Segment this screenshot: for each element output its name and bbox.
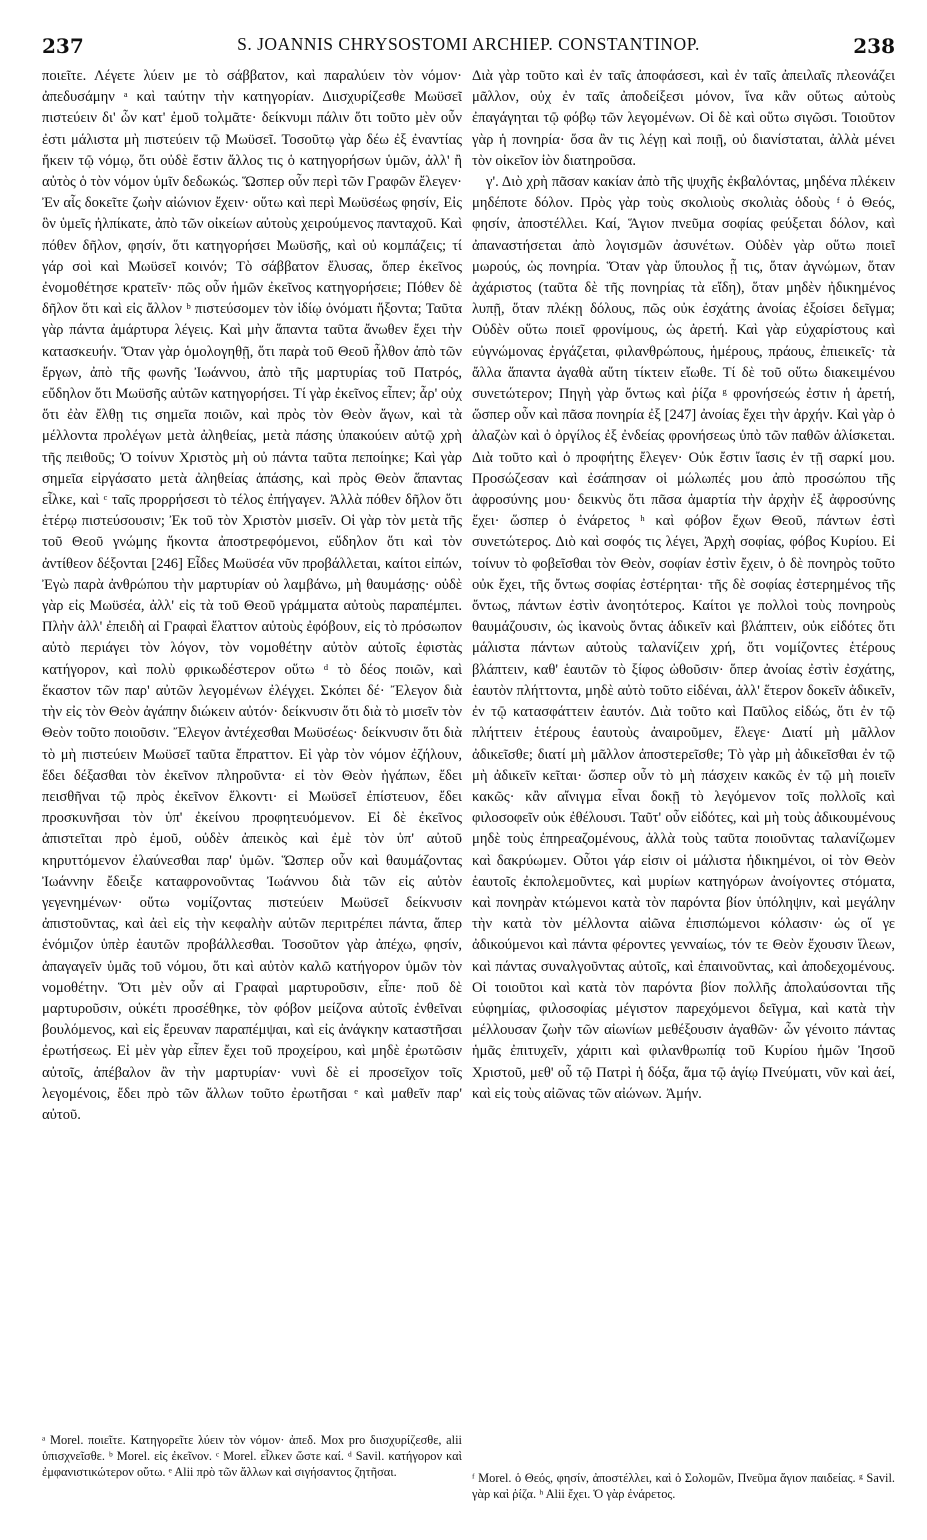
- right-paragraph: Διὰ γὰρ τοῦτο καὶ ἐν ταῖς ἀποφάσεσι, καὶ ἐν ταῖς ἀπειλαῖς πλεονάζει μᾶλλον, οὐχ ἐν ταῖς ἀποδείξεσι μόνον, ἵνα κἂν οὕτως αὐτοὺς ἐπαγάγηται τῷ φόβῳ τῶν λεγομένων. Οἱ δὲ καὶ οὕτω σιγῶσι. Τοιοῦτον γὰρ ἡ πονηρία· ὅσα ἂν τις λέγῃ καὶ ποιῇ, οὐ διανίσταται, ἀλλὰ μένει τὸν οἰκεῖον ἰὸν διατηροῦσα.: [472, 68, 895, 169]
- running-title: S. JOANNIS CHRYSOSTOMI ARCHIEP. CONSTANTINOP.: [237, 34, 700, 54]
- footnotes-left: ᵃ Morel. ποιεῖτε. Κατηγορεῖτε λύειν τὸν νόμον· ἀπεδ. Mox pro διισχυρίζεσθε, alii ὑπισχνεῖσθε. ᵇ Morel. εἰς ἐκεῖνον. ᶜ Morel. εἷλκεν ὥστε καί. ᵈ Savil. κατήγορον καὶ ἐμφανιστικώτερον οὕτω. ᵉ Alii πρὸ τῶν ἄλλων καὶ σιγήσαντος ζητῆσαι.: [42, 1433, 462, 1480]
- page-number-left: 237: [42, 34, 84, 58]
- left-column: [42, 66, 462, 1429]
- page-number-right: 238: [853, 34, 895, 58]
- right-column: [472, 66, 895, 1429]
- page-header: [42, 34, 895, 62]
- footnotes-right: ᶠ Morel. ὁ Θεός, φησίν, ἀποστέλλει, καὶ ὁ Σολομῶν, Πνεῦμα ἅγιον παιδείας. ᵍ Savil. γὰρ καὶ ῥίζα. ʰ Alii ἔχει. Ὁ γὰρ ἐνάρετος.: [472, 1471, 895, 1502]
- right-paragraph: γ'. Διὸ χρὴ πᾶσαν κακίαν ἀπὸ τῆς ψυχῆς ἐκβαλόντας, μηδένα πλέκειν μηδέποτε δόλον. Πρὸς γὰρ τοὺς σκολιοὺς σκολιὰς ὁδοὺς ᶠ ὁ Θεός, φησίν, ἀποστέλλει. Καί, Ἅγιον πνεῦμα σοφίας φεύξεται δόλον, καὶ ἀπαναστήσεται ἀπὸ λογισμῶν ἀσυνέτων. Οὐδὲν γὰρ οὕτω ποιεῖ μωρούς, ὡς πονηρία. Ὅταν γὰρ ὕπουλος ᾖ τις, ὅταν ἀγνώμων, ὅταν ἀχάριστος (ταῦτα δὲ τῆς πονηρίας τὰ εἴδη), ὅταν μηδὲν ἠδικημένος λυπῇ, ὅταν πλέκῃ δόλους, πῶς οὐκ ἐσχάτης ἀνοίας ἐξοίσει δεῖγμα; Οὐδὲν οὕτω ποιεῖ φρονίμους, ὡς ἀρετή. Καὶ γὰρ εὐχαρίστους καὶ εὐγνώμονας ἐργάζεται, φιλανθρώπους, ἡμέρους, πράους, ἐπιεικεῖς· τὰ ἄλλα ἅπαντα ἀγαθὰ αὕτη τίκτειν εἴωθε. Τί δὲ τοῦ οὕτω διακειμένου συνετώτερον; Πηγὴ γὰρ ὄντως καὶ ῥίζα ᵍ φρονήσεώς ἐστιν ἡ ἀρετή, ὥσπερ οὖν καὶ πᾶσα πονηρία ἐξ [247] ἀνοίας ἔχει τὴν ἀρχήν. Καὶ γὰρ ὁ ἀλαζὼν καὶ ὁ ὀργίλος ἐξ ἐνδείας φρονήσεως ὑπὸ τῶν παθῶν ἁλίσκεται. Διὰ τοῦτο καὶ ὁ προφήτης ἔλεγεν· Οὐκ ἔστιν ἴασις ἐν τῇ σαρκί μου. Προσώζεσαν καὶ ἐσάπησαν οἱ μώλωπές μου ἀπὸ προσώπου τῆς ἀφροσύνης μου· δεικνὺς ὅτι πᾶσα ἁμαρτία τὴν ἀρχὴν ἐξ ἀφροσύνης ἔχει· ὥσπερ ὁ ἐνάρετος ʰ καὶ φόβον ἔχων Θεοῦ, πάντων ἐστὶ συνετώτερος. Διὸ καὶ σοφός τις λέγει, Ἀρχὴ σοφίας, φόβος Κυρίου. Εἰ τοίνυν τὸ φοβεῖσθαι τὸν Θεὸν, σοφίαν ἐστὶν ἔχειν, ὁ δὲ πονηρὸς τοῦτο οὐκ ἔχει, τῆς ὄντως σοφίας ἐστέρηται· τῆς δὲ σοφίας ἐστερημένος τῆς ὄντως, πάντων ἐστὶν ἀνοητότερος. Καίτοι γε πολλοὶ τοὺς πονηροὺς θαυμάζουσιν, ὡς ἱκανοὺς ὄντας ἀδικεῖν καὶ βλάπτειν, οὐκ εἰδότες ὅτι μάλιστα πάντων αὐτοὺς ταλανίζειν χρή, ὅτι νομίζοντες ἑτέρους βλάπτειν, καθ' ἑαυτῶν τὸ ξίφος ὠθοῦσιν· ὅπερ ἀνοίας ἐστὶν ἐσχάτης, ἑαυτὸν πλήττοντα, μηδὲ αὐτὸ τοῦτο εἰδέναι, ἀλλ' ἕτερον δοκεῖν ἀδικεῖν, ἐν τῷ κατασφάττειν ἑαυτόν. Διὰ τοῦτο καὶ Παῦλος εἰδώς, ὅτι ἐν τῷ πλήττειν ἑτέρους ἑαυτοὺς ἀναιροῦμεν, ἔλεγε· Διατί μὴ μᾶλλον ἀδικεῖσθε; διατί μὴ μᾶλλον ἀποστερεῖσθε; Τὸ γὰρ μὴ ἀδικεῖσθαι ἐν τῷ μὴ ἀδικεῖν κεῖται· ὥσπερ οὖν τὸ μὴ πάσχειν κακῶς ἐν τῷ μὴ ποιεῖν κακῶς· κἂν αἴνιγμα εἶναι δοκῇ τὸ λεγόμενον τοῖς πολλοῖς καὶ φιλοσοφεῖν οὐκ ἐθέλουσι. Ταῦτ' οὖν εἰδότες, καὶ μὴ τοὺς ἀδικουμένους μηδὲ τοὺς ἐπηρεαζομένους, ἀλλὰ τοὺς ταῦτα ποιοῦντας ταλανίζωμεν καὶ δακρύωμεν. Οὗτοι γάρ εἰσιν οἱ μάλιστα ἠδικημένοι, οἱ τὸν Θεὸν ἑαυτοῖς ἐκπολεμοῦντες, καὶ μυρίων κατηγόρων ἀνοίγοντες στόματα, καὶ πονηρὰν κτώμενοι κατὰ τὸν παρόντα βίον ὑπόληψιν, καὶ μεγάλην τὴν κατὰ τὸν μέλλοντα αἰῶνα ἐπισπώμενοι κόλασιν· ὡς οἵ γε ἀδικούμενοι καὶ πάντα φέροντες γενναίως, τόν τε Θεὸν ἔχουσιν ἵλεων, καὶ πάντας συναλγοῦντας αὐτοῖς, καὶ ἐπαινοῦντας, καὶ ἀποδεχομένους. Οἱ τοιοῦτοι καὶ κατὰ τὸν παρόντα βίον πολλῆς ἀπολαύσονται τῆς εὐφημίας, φιλοσοφίας μέγιστον παρεχόμενοι δεῖγμα, καὶ κατὰ τὴν μέλλουσαν ζωὴν τῶν αἰωνίων μεθέξουσιν ἀγαθῶν· ὧν γένοιτο πάντας ἡμᾶς ἐπιτυχεῖν, χάριτι καὶ φιλανθρωπίᾳ τοῦ Κυρίου ἡμῶν Ἰησοῦ Χριστοῦ, μεθ' οὗ τῷ Πατρὶ ἡ δόξα, ἅμα τῷ ἁγίῳ Πνεύματι, νῦν καὶ ἀεί, καὶ εἰς τοὺς αἰῶνας τῶν αἰώνων. Ἀμήν.: [472, 174, 895, 1102]
- left-paragraph: ποιεῖτε. Λέγετε λύειν με τὸ σάββατον, καὶ παραλύειν τὸν νόμον· ἀπεδυσάμην ᵃ καὶ ταύτην τὴν κατηγορίαν. Διισχυρίζεσθε Μωϋσεῖ πιστεύειν δι' ὧν κατ' ἐμοῦ τολμᾶτε· δείκνυμι πάλιν ὅτι τοῦτο μὲν οὖν ἐστι μάλιστα μὴ πιστεύειν τῷ Μωϋσεῖ. Τοσοῦτῳ γὰρ δέω ἐξ ἐναντίας ἥκειν τῷ νόμῳ, ὅτι οὐδὲ ἔστιν ἄλλος τις ὁ κατηγορήσων ὑμῶν, ἀλλ' ἢ αὐτὸς ὁ τὸν νόμον ὑμῖν δεδωκώς. Ὥσπερ οὖν περὶ τῶν Γραφῶν ἔλεγεν· Ἐν αἷς δοκεῖτε ζωὴν αἰώνιον ἔχειν· οὕτω καὶ περὶ Μωϋσέως φησίν, Εἰς ὃν ὑμεῖς ἠλπίκατε, ἀπὸ τῶν οἰκείων αὐτοὺς χειρούμενος πανταχοῦ. Καὶ πόθεν δῆλον, φησίν, ὅτι κατηγορήσει Μωϋσῆς, καὶ οὐ κομπάζεις; τί γάρ σοὶ καὶ Μωϋσεῖ κοινόν; Τὸ σάββατον ἔλυσας, ὅπερ ἐκεῖνος ἐνομοθέτησε κρατεῖν· πῶς οὖν ἡμῶν ἐκεῖνος κατηγορήσειε; Πόθεν δὲ δῆλον ὅτι καὶ εἰς ἄλλον ᵇ πιστεύσομεν τὸν ἰδίῳ ὀνόματι ἥξοντα; Ταῦτα γὰρ πάντα ἀμάρτυρα λέγεις. Καὶ μὴν ἅπαντα ταῦτα ἄνωθεν ἔχει τὴν κατασκευήν. Ὅταν γὰρ ὁμολογηθῇ, ὅτι παρὰ τοῦ Θεοῦ ἦλθον ἀπὸ τῶν ἔργων, ἀπὸ τῆς φωνῆς Ἰωάννου, ἀπὸ τῆς μαρτυρίας τοῦ Πατρός, εὔδηλον ὅτι Μωϋσῆς αὐτῶν κατηγορήσει. Τί γὰρ ἐκεῖνος εἶπεν; ἆρ' οὐχ ὅτι ἐὰν ἔλθῃ τις σημεῖα ποιῶν, καὶ πρὸς τὸν Θεὸν ἄγων, καὶ τὰ μέλλοντα προλέγων μετὰ ἀληθείας, μετὰ πάσης ὑπακούειν αὐτῷ χρὴ τῆς πειθοῦς; Ὁ τοίνυν Χριστὸς μὴ οὐ πάντα ταῦτα πεποίηκε; Καὶ γὰρ σημεῖα εἰργάσατο μετὰ ἀληθείας ἁπάσης, καὶ πρὸς Θεὸν ἅπαντας εἷλκε, καὶ ᶜ ταῖς προρρήσεσι τὸ τέλος ἐπήγαγεν. Ἀλλὰ πόθεν δῆλον ὅτι ἑτέρῳ πιστεύσουσιν; Ἐκ τοῦ τὸν Χριστὸν μισεῖν. Οἱ γὰρ τὸν μετὰ τῆς τοῦ Θεοῦ γνώμης ἥκοντα ἀποστρεφόμενοι, εὔδηλον ὅτι καὶ τὸν ἀντίθεον δέξονται [246] Εἶδες Μωϋσέα νῦν προβάλλεται, καίτοι εἰπών, Ἐγὼ παρὰ ἀνθρώπου τὴν μαρτυρίαν οὐ λαμβάνω, μὴ θαυμάσῃς· οὐδὲ γὰρ εἰς Μωϋσέα, ἀλλ' εἰς τὰ τοῦ Θεοῦ γράμματα αὐτοὺς παραπέμπει. Πλὴν ἀλλ' ἐπειδὴ αἱ Γραφαὶ ἔλαττον αὐτοὺς ἐφόβουν, εἰς τὸ πρόσωπον αὐτὸ περιάγει τὸν λόγον, τὸν νομοθέτην αὐτὸν αὐτοῖς ἐφιστὰς κατήγορον, καὶ πολὺ φρικωδέστερον οὕτω ᵈ τὸ δέος ποιῶν, καὶ ἕκαστον τῶν παρ' αὐτῶν λεγομένων ἐλέγχει. Σκόπει δέ· Ἔλεγον διὰ τὴν εἰς τὸν Θεὸν ἀγάπην διώκειν αὐτόν· δείκνυσιν ὅτι διὰ τὸ μισεῖν τὸν Θεὸν τοῦτο ποιοῦσιν. Ἔλεγον ἀντέχεσθαι Μωϋσέως· δείκνυσιν ὅτι διὰ τὸ μὴ πιστεύειν Μωϋσεῖ ταῦτα ἔπραττον. Εἰ γὰρ τὸν νόμον ἐζήλουν, ἔδει δέξασθαι τὸν ἐκεῖνον πληροῦντα· εἰ τὸν Θεὸν ἠγάπων, ἔδει πεισθῆναι τῷ πρὸς ἐκεῖνον ἕλκοντι· εἰ Μωϋσεῖ ἐπίστευον, ἔδει προσκυνῆσαι τὸν ὑπ' ἐκείνου προφητευόμενον. Εἰ δὲ ἐκεῖνος ἀπιστεῖται πρὸ ἐμοῦ, οὐδὲν ἀπεικὸς καὶ ἐμὲ τὸν ὑπ' αὐτοῦ κηρυττόμενον ἐλαύνεσθαι παρ' ὑμῶν. Ὥσπερ οὖν καὶ θαυμάζοντας Ἰωάννην ἔδειξε καταφρονοῦντας Ἰωάννου διὰ τῶν εἰς αὐτὸν γεγενημένων· οὕτω νομίζοντας πιστεύειν Μωϋσεῖ δείκνυσιν ἀπιστοῦντας, καὶ ἀεὶ εἰς τὴν κεφαλὴν αὐτῶν περιτρέπει πάντα, ἅπερ ἐνόμιζον ὑπὲρ ἑαυτῶν προβάλλεσθαι. Τοσοῦτον γὰρ ἀπέχω, φησίν, ἀπαγαγεῖν ὑμᾶς τοῦ νόμου, ὅτι καὶ αὐτὸν καλῶ κατήγορον ὑμῶν τὸν νομοθέτην. Ὅτι μὲν οὖν αἱ Γραφαὶ μαρτυροῦσιν, εἶπε· ποῦ δὲ μαρτυροῦσιν, οὐκέτι προσέθηκε, τὸν φόβον μείζονα αὐτοῖς ἐνθεῖναι βουλόμενος, καὶ εἰς ἔρευναν παραπέμψαι, καὶ εἰς ἀνάγκην καταστῆσαι ἐρωτήσεως. Εἰ μὲν γὰρ εἶπεν ἔχει τοῦ προχείρου, καὶ μηδὲ ἐρωτῶσιν αὐτοῖς, ἀπέβαλον ἂν τὴν μαρτυρίαν· νυνὶ δὲ εἰ προσεῖχον τοῖς λεγομένοις, ἔδει πρὸ τῶν ἄλλων τοῦτο ἐρωτῆσαι ᵉ καὶ μαθεῖν παρ' αὐτοῦ.: [42, 68, 462, 1123]
